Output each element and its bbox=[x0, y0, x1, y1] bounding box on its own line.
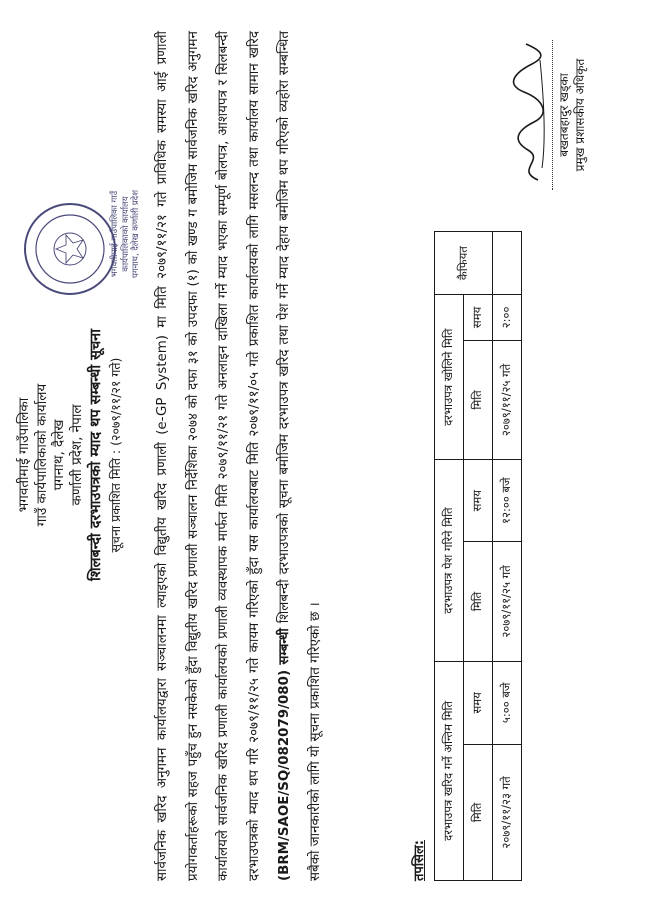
notice-title: शिलबन्दी दरभाउपत्रको म्याद थप सम्बन्धी सूचना bbox=[88, 329, 105, 581]
table-group-header: दरभाउपत्र खोलिने मिति bbox=[435, 295, 464, 460]
body-paragraph-end: शिलबन्दी दरभाउपत्रको सूचना बमोजिम दरभाउपत्र खरिद तथा पेश गर्ने म्याद देहाय बमोजिम थप गरिएको व्यहोरा सम्बन्धित सबैको जानकारीको लागि यो सूचना प्रकाशित गरिएको छ । bbox=[277, 31, 323, 881]
table-cell: ५:०० बजे bbox=[493, 661, 522, 744]
signatory-name: बखतबहादुर खड्का bbox=[557, 73, 571, 157]
table-sub-header: मिति bbox=[464, 340, 493, 460]
office-name: गाउँ कार्यपालिकाको कार्यालय bbox=[33, 383, 50, 527]
table-group-header: दरभाउपत्र पेश गरिने मिति bbox=[435, 460, 464, 662]
reference-number: (BRM/SAOE/SQ/082079/080) सम्बन्धी bbox=[277, 628, 292, 881]
letterhead bbox=[16, 15, 124, 895]
schedule-table bbox=[434, 231, 522, 881]
office-address: पगनाथ, दैलेख bbox=[51, 419, 68, 491]
table-sub-header: समय bbox=[464, 460, 493, 542]
table-cell bbox=[493, 232, 522, 295]
municipality-name: भगवतीमाई गाउँपालिका bbox=[16, 397, 32, 513]
province-country: कर्णाली प्रदेश, नेपाल bbox=[68, 404, 85, 506]
table-row bbox=[493, 232, 522, 881]
table-cell: २०७९/११/२५ गते bbox=[493, 542, 522, 662]
table-sub-header: समय bbox=[464, 661, 493, 744]
seal-text: भगवतीमाई गाउँपालिका गाउँ कार्यपालिकाको कार्यालय पगनाथ, दैलेख कर्णाली प्रदेश bbox=[110, 190, 142, 278]
table-cell: २:०० bbox=[493, 295, 522, 340]
table-group-header: कैफियत bbox=[435, 232, 493, 295]
signature-icon bbox=[510, 40, 550, 190]
table-sub-header: मिति bbox=[464, 542, 493, 662]
publish-date: सूचना प्रकाशित मिति : (२०७९/११/२१ गते) bbox=[108, 357, 124, 553]
signature-line bbox=[552, 40, 553, 190]
table-cell: १२:०० बजे bbox=[493, 460, 522, 542]
body-paragraph: सार्वजनिक खरिद अनुगमन कार्यालयद्वारा सञ्चालनमा ल्याइएको विद्युतीय खरिद प्रणाली (e-GP System) मा मिति २०७९/११/२१ गते प्राविधिक समस्या आई प्रणाली प्रयोगकर्ताहरूको सहज पहुँच हुन नसकेको हुँदा विद्युतीय खरिद प्रणाली सञ्चालन निर्देशिका २०७४ को दफा ३१ को उपदफा (१) को खण्ड ग बमोजिम सार्वजनिक खरिद अनुगमन कार्यालयले सार्वजनिक खरिद प्रणाली कार्यालयको प्रणाली व्यवस्थापक मार्फत मिति २०७९/११/२१ गते अनलाइन दाखिला गर्ने म्याद भएका सम्पूर्ण बोलपत्र, आशयपत्र र सिलबन्दी दरभाउपत्रको म्याद थप गरि २०७९/११/२५ गते कायम गरिएको हुँदा यस कार्यालयबाट मिति २०७९/११/०५ गते प्रकाशित कार्यालयको लागि मसलन्द तथा कार्यालय सामान खरिद bbox=[155, 31, 262, 881]
table-sub-header: समय bbox=[464, 295, 493, 340]
table-cell: २०७९/११/२३ गते bbox=[493, 744, 522, 880]
signature-block bbox=[510, 25, 588, 205]
office-seal-icon bbox=[24, 203, 116, 295]
signatory-title: प्रमुख प्रशासकीय अधिकृत bbox=[573, 58, 588, 172]
table-group-header: दरभाउपत्र खरिद गर्ने अन्तिम मिति bbox=[435, 661, 464, 880]
notice-body bbox=[148, 31, 331, 881]
details-label: तपसिल: bbox=[412, 840, 427, 881]
table-sub-header: मिति bbox=[464, 744, 493, 880]
table-cell: २०७९/११/२५ गते bbox=[493, 340, 522, 460]
notice-document bbox=[10, 15, 650, 895]
